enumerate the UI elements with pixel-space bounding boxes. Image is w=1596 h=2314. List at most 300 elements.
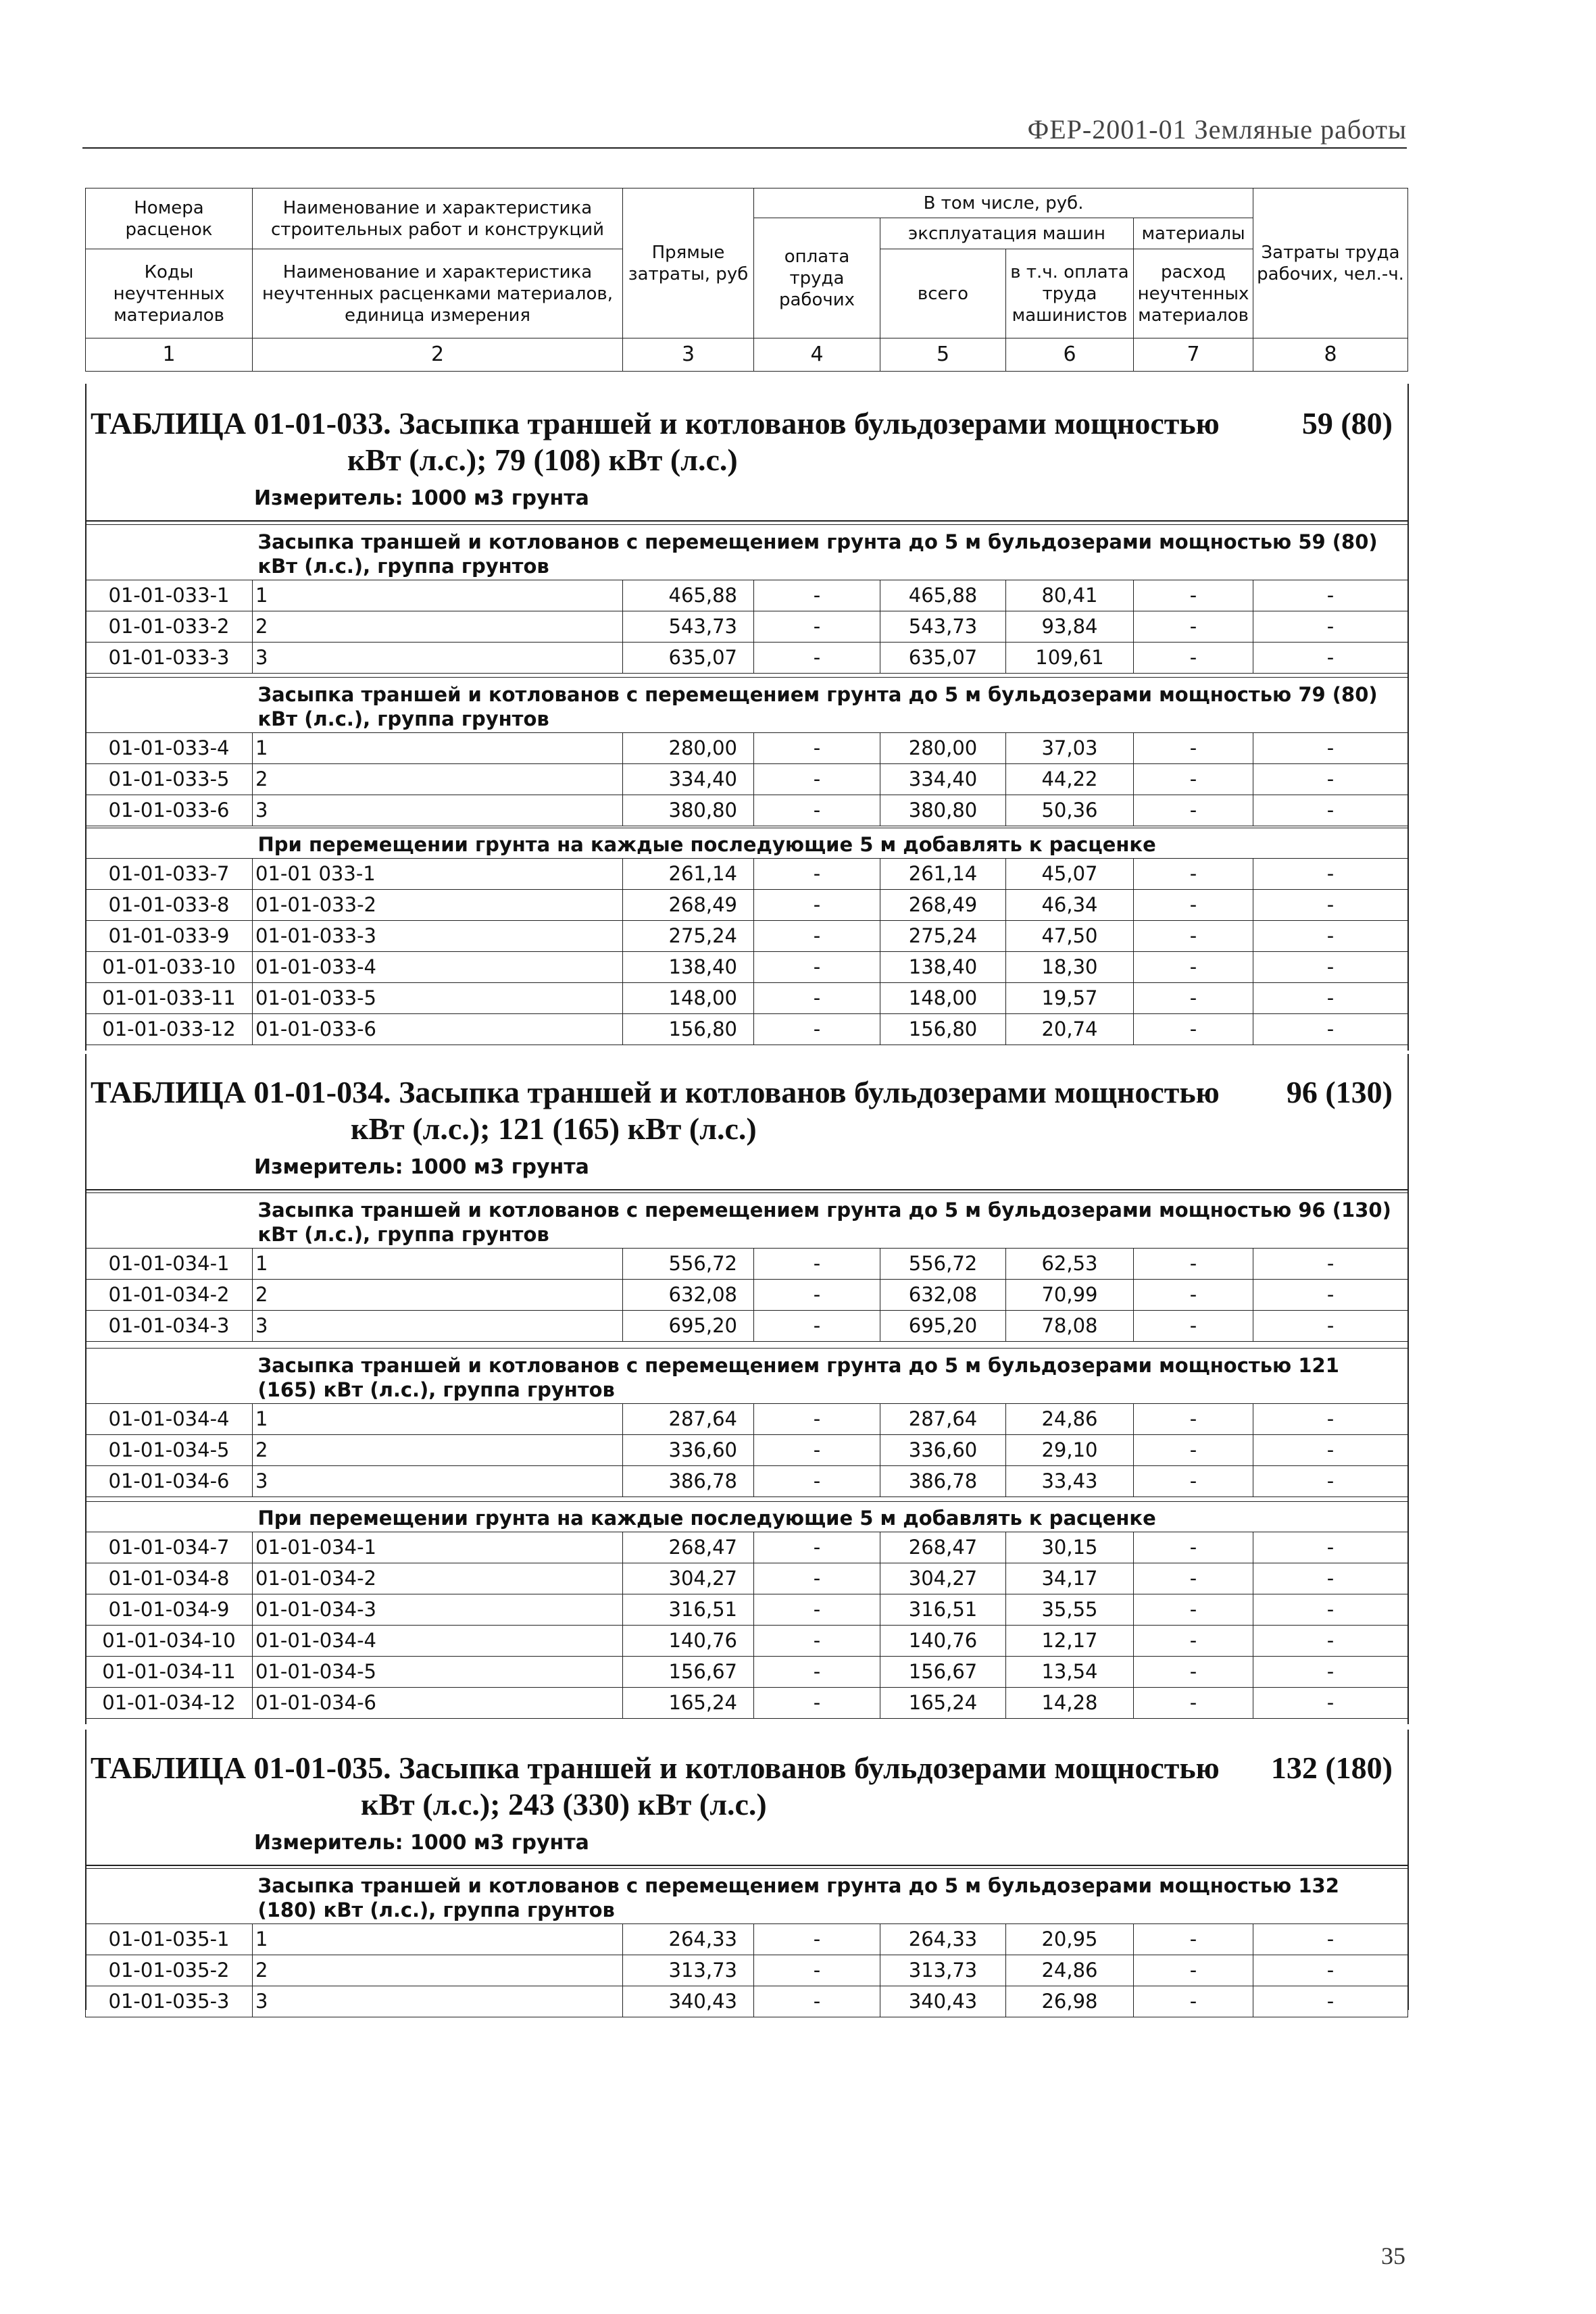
rate-group	[85, 828, 1407, 1045]
material-consumption: -	[1134, 859, 1253, 890]
direct-cost: 556,72	[623, 1249, 754, 1280]
table-title-line2: кВт (л.с.); 243 (330) кВт (л.с.)	[361, 1787, 767, 1821]
rate-code: 01-01-034-3	[86, 1311, 253, 1342]
operator-pay: 50,36	[1006, 795, 1134, 826]
labor-hours: -	[1253, 1280, 1408, 1311]
material-consumption: -	[1134, 890, 1253, 921]
rate-name: 2	[253, 611, 623, 643]
table-row	[86, 1688, 1408, 1719]
col-header-material-name: Наименование и характеристика неучтенных расценками материалов, единица измерения	[253, 249, 623, 338]
rate-code: 01-01-033-8	[86, 890, 253, 921]
col-number: 4	[754, 338, 880, 372]
worker-pay: -	[754, 859, 880, 890]
col-header-including: В том числе, руб.	[754, 188, 1253, 218]
machine-cost: 268,47	[880, 1532, 1006, 1563]
material-consumption: -	[1134, 1924, 1253, 1955]
table-measure: Измеритель: 1000 м3 грунта	[254, 486, 589, 510]
rate-code: 01-01-035-1	[86, 1924, 253, 1955]
rate-group	[85, 1501, 1407, 1719]
col-number: 7	[1134, 338, 1253, 372]
labor-hours: -	[1253, 1924, 1408, 1955]
header-rule	[82, 147, 1407, 149]
material-consumption: -	[1134, 1435, 1253, 1466]
direct-cost: 304,27	[623, 1563, 754, 1594]
machine-cost: 275,24	[880, 921, 1006, 952]
material-consumption: -	[1134, 952, 1253, 983]
table-row	[86, 921, 1408, 952]
rate-code: 01-01-034-10	[86, 1626, 253, 1657]
operator-pay: 35,55	[1006, 1594, 1134, 1626]
group-title: Засыпка траншей и котлованов с перемещением грунта до 5 м бульдозерами мощностью 59 (80) кВт (л.с.), группа грунтов	[253, 525, 1408, 580]
table-title-line2: кВт (л.с.); 79 (108) кВт (л.с.)	[347, 443, 738, 477]
machine-cost: 334,40	[880, 764, 1006, 795]
table-measure: Измеритель: 1000 м3 грунта	[254, 1831, 589, 1855]
table-row	[86, 643, 1408, 674]
col-number: 3	[623, 338, 754, 372]
labor-hours: -	[1253, 1014, 1408, 1045]
rate-name: 01-01-033-2	[253, 890, 623, 921]
rate-name: 01-01-034-2	[253, 1563, 623, 1594]
rate-name: 01-01-034-4	[253, 1626, 623, 1657]
operator-pay: 14,28	[1006, 1688, 1134, 1719]
labor-hours: -	[1253, 764, 1408, 795]
worker-pay: -	[754, 733, 880, 764]
group-title-spacer	[86, 1502, 253, 1532]
group-title: При перемещении грунта на каждые последующие 5 м добавлять к расценке	[253, 828, 1408, 859]
rate-code: 01-01-034-6	[86, 1466, 253, 1497]
col-header-labor-hours: Затраты труда рабочих, чел.-ч.	[1253, 188, 1408, 338]
machine-cost: 140,76	[880, 1626, 1006, 1657]
page-number: 35	[1381, 2242, 1405, 2269]
rate-code: 01-01-033-11	[86, 983, 253, 1014]
table-row	[86, 1280, 1408, 1311]
col-header-operator-pay: в т.ч. оплата труда машинистов	[1006, 249, 1134, 338]
rate-name: 2	[253, 1280, 623, 1311]
machine-cost: 336,60	[880, 1435, 1006, 1466]
col-header-machines: эксплуатация машин	[880, 218, 1134, 249]
table-row	[86, 890, 1408, 921]
col-header-material-codes: Коды неучтенных материалов	[86, 249, 253, 338]
direct-cost: 386,78	[623, 1466, 754, 1497]
table-measure: Измеритель: 1000 м3 грунта	[254, 1155, 589, 1179]
table-title-line2: кВт (л.с.); 121 (165) кВт (л.с.)	[351, 1111, 757, 1146]
material-consumption: -	[1134, 1563, 1253, 1594]
rate-name: 01-01-034-5	[253, 1657, 623, 1688]
rate-name: 3	[253, 1311, 623, 1342]
operator-pay: 13,54	[1006, 1657, 1134, 1688]
labor-hours: -	[1253, 1311, 1408, 1342]
worker-pay: -	[754, 921, 880, 952]
direct-cost: 635,07	[623, 643, 754, 674]
rate-name: 01-01-033-3	[253, 921, 623, 952]
table-title-text: Засыпка траншей и котлованов бульдозерами мощностью	[399, 1075, 1220, 1109]
direct-cost: 261,14	[623, 859, 754, 890]
col-header-direct-costs: Прямые затраты, руб	[623, 188, 754, 338]
material-consumption: -	[1134, 611, 1253, 643]
rate-code: 01-01-033-1	[86, 580, 253, 611]
rate-code: 01-01-033-5	[86, 764, 253, 795]
operator-pay: 12,17	[1006, 1626, 1134, 1657]
rate-name: 2	[253, 1955, 623, 1986]
col-number: 5	[880, 338, 1006, 372]
group-title-spacer	[86, 828, 253, 859]
material-consumption: -	[1134, 580, 1253, 611]
worker-pay: -	[754, 1014, 880, 1045]
material-consumption: -	[1134, 1594, 1253, 1626]
rate-code: 01-01-034-2	[86, 1280, 253, 1311]
material-consumption: -	[1134, 1688, 1253, 1719]
table-row	[86, 1657, 1408, 1688]
rate-code: 01-01-033-12	[86, 1014, 253, 1045]
worker-pay: -	[754, 1466, 880, 1497]
material-consumption: -	[1134, 1657, 1253, 1688]
operator-pay: 20,74	[1006, 1014, 1134, 1045]
labor-hours: -	[1253, 733, 1408, 764]
material-consumption: -	[1134, 1532, 1253, 1563]
direct-cost: 543,73	[623, 611, 754, 643]
worker-pay: -	[754, 1563, 880, 1594]
col-header-material-consumption: расход неучтенных материалов	[1134, 249, 1253, 338]
table-row	[86, 1955, 1408, 1986]
table-title-text: Засыпка траншей и котлованов бульдозерами мощностью	[399, 1751, 1220, 1785]
operator-pay: 26,98	[1006, 1986, 1134, 2017]
operator-pay: 80,41	[1006, 580, 1134, 611]
rate-name: 01-01-033-6	[253, 1014, 623, 1045]
machine-cost: 316,51	[880, 1594, 1006, 1626]
worker-pay: -	[754, 1924, 880, 1955]
table-row	[86, 580, 1408, 611]
direct-cost: 340,43	[623, 1986, 754, 2017]
table-row	[86, 859, 1408, 890]
labor-hours: -	[1253, 921, 1408, 952]
operator-pay: 24,86	[1006, 1955, 1134, 1986]
table-title-power: 132 (180)	[1270, 1751, 1393, 1785]
operator-pay: 47,50	[1006, 921, 1134, 952]
machine-cost: 165,24	[880, 1688, 1006, 1719]
table-row	[86, 764, 1408, 795]
table-row	[86, 952, 1408, 983]
table-row	[86, 1466, 1408, 1497]
rate-code: 01-01-034-5	[86, 1435, 253, 1466]
labor-hours: -	[1253, 1466, 1408, 1497]
direct-cost: 632,08	[623, 1280, 754, 1311]
worker-pay: -	[754, 1532, 880, 1563]
table-rule	[85, 520, 1407, 522]
rate-code: 01-01-034-9	[86, 1594, 253, 1626]
operator-pay: 70,99	[1006, 1280, 1134, 1311]
rate-group	[85, 677, 1407, 826]
rate-code: 01-01-034-8	[86, 1563, 253, 1594]
direct-cost: 380,80	[623, 795, 754, 826]
table-row	[86, 1626, 1408, 1657]
machine-cost: 543,73	[880, 611, 1006, 643]
machine-cost: 268,49	[880, 890, 1006, 921]
labor-hours: -	[1253, 1955, 1408, 1986]
worker-pay: -	[754, 580, 880, 611]
direct-cost: 148,00	[623, 983, 754, 1014]
direct-cost: 138,40	[623, 952, 754, 983]
rate-name: 01-01-034-6	[253, 1688, 623, 1719]
worker-pay: -	[754, 643, 880, 674]
machine-cost: 556,72	[880, 1249, 1006, 1280]
col-number: 2	[253, 338, 623, 372]
direct-cost: 287,64	[623, 1404, 754, 1435]
worker-pay: -	[754, 1249, 880, 1280]
machine-cost: 280,00	[880, 733, 1006, 764]
worker-pay: -	[754, 1626, 880, 1657]
operator-pay: 30,15	[1006, 1532, 1134, 1563]
machine-cost: 304,27	[880, 1563, 1006, 1594]
operator-pay: 18,30	[1006, 952, 1134, 983]
operator-pay: 93,84	[1006, 611, 1134, 643]
rate-name: 01-01-034-1	[253, 1532, 623, 1563]
direct-cost: 268,49	[623, 890, 754, 921]
table-title-power: 96 (130)	[1286, 1075, 1393, 1109]
material-consumption: -	[1134, 1014, 1253, 1045]
col-header-machines-total: всего	[880, 249, 1006, 338]
rate-code: 01-01-034-4	[86, 1404, 253, 1435]
rate-name: 2	[253, 1435, 623, 1466]
worker-pay: -	[754, 1657, 880, 1688]
machine-cost: 156,80	[880, 1014, 1006, 1045]
operator-pay: 109,61	[1006, 643, 1134, 674]
material-consumption: -	[1134, 1280, 1253, 1311]
worker-pay: -	[754, 795, 880, 826]
table-title	[91, 1074, 1393, 1147]
operator-pay: 24,86	[1006, 1404, 1134, 1435]
operator-pay: 20,95	[1006, 1924, 1134, 1955]
direct-cost: 334,40	[623, 764, 754, 795]
operator-pay: 19,57	[1006, 983, 1134, 1014]
rate-code: 01-01-035-2	[86, 1955, 253, 1986]
labor-hours: -	[1253, 1563, 1408, 1594]
worker-pay: -	[754, 611, 880, 643]
table-row	[86, 1435, 1408, 1466]
rate-code: 01-01-034-11	[86, 1657, 253, 1688]
direct-cost: 156,67	[623, 1657, 754, 1688]
operator-pay: 45,07	[1006, 859, 1134, 890]
col-number: 6	[1006, 338, 1134, 372]
direct-cost: 336,60	[623, 1435, 754, 1466]
machine-cost: 264,33	[880, 1924, 1006, 1955]
machine-cost: 138,40	[880, 952, 1006, 983]
rate-code: 01-01-034-1	[86, 1249, 253, 1280]
direct-cost: 165,24	[623, 1688, 754, 1719]
direct-cost: 316,51	[623, 1594, 754, 1626]
labor-hours: -	[1253, 1986, 1408, 2017]
table-row	[86, 1404, 1408, 1435]
worker-pay: -	[754, 1435, 880, 1466]
labor-hours: -	[1253, 1626, 1408, 1657]
group-title: При перемещении грунта на каждые последующие 5 м добавлять к расценке	[253, 1502, 1408, 1532]
operator-pay: 34,17	[1006, 1563, 1134, 1594]
rate-name: 3	[253, 1986, 623, 2017]
rate-name: 01-01 033-1	[253, 859, 623, 890]
rate-group	[85, 524, 1407, 674]
direct-cost: 275,24	[623, 921, 754, 952]
direct-cost: 140,76	[623, 1626, 754, 1657]
material-consumption: -	[1134, 1955, 1253, 1986]
rate-code: 01-01-034-12	[86, 1688, 253, 1719]
group-title-spacer	[86, 678, 253, 733]
material-consumption: -	[1134, 1311, 1253, 1342]
operator-pay: 62,53	[1006, 1249, 1134, 1280]
rate-group	[85, 1192, 1407, 1342]
machine-cost: 287,64	[880, 1404, 1006, 1435]
table-row	[86, 1014, 1408, 1045]
rate-group	[85, 1868, 1407, 2017]
group-title-spacer	[86, 525, 253, 580]
machine-cost: 695,20	[880, 1311, 1006, 1342]
worker-pay: -	[754, 1404, 880, 1435]
machine-cost: 380,80	[880, 795, 1006, 826]
table-row	[86, 1311, 1408, 1342]
rate-code: 01-01-033-10	[86, 952, 253, 983]
material-consumption: -	[1134, 921, 1253, 952]
labor-hours: -	[1253, 859, 1408, 890]
machine-cost: 340,43	[880, 1986, 1006, 2017]
rate-name: 1	[253, 1924, 623, 1955]
rate-name: 3	[253, 795, 623, 826]
col-header-worker-pay: оплата труда рабочих	[754, 218, 880, 338]
machine-cost: 386,78	[880, 1466, 1006, 1497]
operator-pay: 78,08	[1006, 1311, 1134, 1342]
table-row	[86, 1924, 1408, 1955]
direct-cost: 465,88	[623, 580, 754, 611]
rate-code: 01-01-033-6	[86, 795, 253, 826]
table-row	[86, 611, 1408, 643]
material-consumption: -	[1134, 764, 1253, 795]
rate-name: 2	[253, 764, 623, 795]
rate-code: 01-01-035-3	[86, 1986, 253, 2017]
labor-hours: -	[1253, 983, 1408, 1014]
col-header-rate-numbers: Номера расценок	[86, 188, 253, 249]
worker-pay: -	[754, 983, 880, 1014]
labor-hours: -	[1253, 795, 1408, 826]
worker-pay: -	[754, 1280, 880, 1311]
rate-name: 01-01-034-3	[253, 1594, 623, 1626]
labor-hours: -	[1253, 643, 1408, 674]
col-number: 1	[86, 338, 253, 372]
col-header-materials: материалы	[1134, 218, 1253, 249]
labor-hours: -	[1253, 890, 1408, 921]
direct-cost: 313,73	[623, 1955, 754, 1986]
labor-hours: -	[1253, 1594, 1408, 1626]
table-row	[86, 1249, 1408, 1280]
direct-cost: 280,00	[623, 733, 754, 764]
col-header-work-name: Наименование и характеристика строительных работ и конструкций	[253, 188, 623, 249]
table-row	[86, 1594, 1408, 1626]
rate-name: 01-01-033-4	[253, 952, 623, 983]
group-title: Засыпка траншей и котлованов с перемещением грунта до 5 м бульдозерами мощностью 132 (180) кВт (л.с.), группа грунтов	[253, 1869, 1408, 1924]
labor-hours: -	[1253, 1435, 1408, 1466]
table-row	[86, 1986, 1408, 2017]
rate-code: 01-01-034-7	[86, 1532, 253, 1563]
group-title: Засыпка траншей и котлованов с перемещением грунта до 5 м бульдозерами мощностью 96 (130) кВт (л.с.), группа грунтов	[253, 1193, 1408, 1249]
table-row	[86, 733, 1408, 764]
machine-cost: 261,14	[880, 859, 1006, 890]
operator-pay: 33,43	[1006, 1466, 1134, 1497]
labor-hours: -	[1253, 1657, 1408, 1688]
table-title-text: Засыпка траншей и котлованов бульдозерами мощностью	[399, 406, 1220, 441]
material-consumption: -	[1134, 795, 1253, 826]
material-consumption: -	[1134, 1626, 1253, 1657]
table-row	[86, 795, 1408, 826]
labor-hours: -	[1253, 580, 1408, 611]
rate-code: 01-01-033-4	[86, 733, 253, 764]
table-title-prefix: ТАБЛИЦА 01-01-034.	[91, 1075, 391, 1109]
worker-pay: -	[754, 1311, 880, 1342]
rate-name: 1	[253, 733, 623, 764]
rate-name: 1	[253, 1404, 623, 1435]
table-title-prefix: ТАБЛИЦА 01-01-035.	[91, 1751, 391, 1785]
worker-pay: -	[754, 952, 880, 983]
machine-cost: 313,73	[880, 1955, 1006, 1986]
group-title-spacer	[86, 1869, 253, 1924]
rate-name: 3	[253, 1466, 623, 1497]
direct-cost: 264,33	[623, 1924, 754, 1955]
table-row	[86, 1563, 1408, 1594]
material-consumption: -	[1134, 983, 1253, 1014]
direct-cost: 156,80	[623, 1014, 754, 1045]
worker-pay: -	[754, 764, 880, 795]
group-title: Засыпка траншей и котлованов с перемещением грунта до 5 м бульдозерами мощностью 121 (165) кВт (л.с.), группа грунтов	[253, 1349, 1408, 1404]
group-title: Засыпка траншей и котлованов с перемещением грунта до 5 м бульдозерами мощностью 79 (80) кВт (л.с.), группа грунтов	[253, 678, 1408, 733]
operator-pay: 37,03	[1006, 733, 1134, 764]
material-consumption: -	[1134, 643, 1253, 674]
worker-pay: -	[754, 890, 880, 921]
rate-group	[85, 1348, 1407, 1497]
machine-cost: 148,00	[880, 983, 1006, 1014]
col-number: 8	[1253, 338, 1408, 372]
rate-code: 01-01-033-2	[86, 611, 253, 643]
machine-cost: 635,07	[880, 643, 1006, 674]
rate-name: 1	[253, 580, 623, 611]
worker-pay: -	[754, 1688, 880, 1719]
group-title-spacer	[86, 1349, 253, 1404]
labor-hours: -	[1253, 611, 1408, 643]
table-rule	[85, 1189, 1407, 1190]
worker-pay: -	[754, 1955, 880, 1986]
table-row	[86, 1532, 1408, 1563]
rate-name: 3	[253, 643, 623, 674]
direct-cost: 268,47	[623, 1532, 754, 1563]
labor-hours: -	[1253, 1532, 1408, 1563]
material-consumption: -	[1134, 1466, 1253, 1497]
material-consumption: -	[1134, 1249, 1253, 1280]
operator-pay: 44,22	[1006, 764, 1134, 795]
material-consumption: -	[1134, 1404, 1253, 1435]
worker-pay: -	[754, 1986, 880, 2017]
machine-cost: 465,88	[880, 580, 1006, 611]
machine-cost: 632,08	[880, 1280, 1006, 1311]
table-row	[86, 983, 1408, 1014]
document-header: ФЕР-2001-01 Земляные работы	[1027, 114, 1407, 145]
labor-hours: -	[1253, 952, 1408, 983]
table-title-prefix: ТАБЛИЦА 01-01-033.	[91, 406, 391, 441]
worker-pay: -	[754, 1594, 880, 1626]
table-title	[91, 1750, 1393, 1823]
machine-cost: 156,67	[880, 1657, 1006, 1688]
rate-code: 01-01-033-9	[86, 921, 253, 952]
rate-code: 01-01-033-7	[86, 859, 253, 890]
table-rule	[85, 1865, 1407, 1866]
material-consumption: -	[1134, 733, 1253, 764]
group-title-spacer	[86, 1193, 253, 1249]
direct-cost: 695,20	[623, 1311, 754, 1342]
rate-name: 01-01-033-5	[253, 983, 623, 1014]
rate-code: 01-01-033-3	[86, 643, 253, 674]
